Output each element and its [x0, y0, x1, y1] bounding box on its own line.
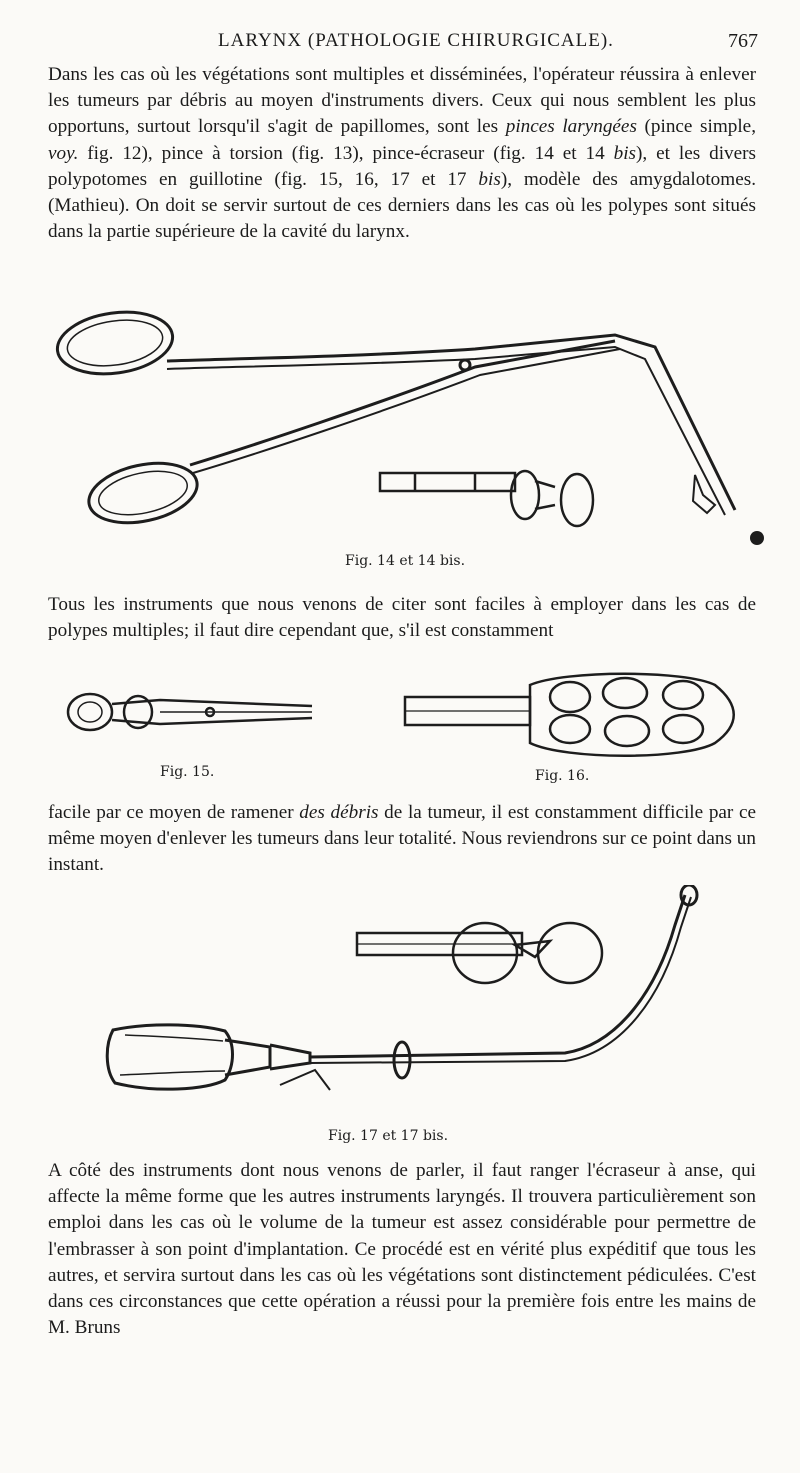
figure-17-bis-detail	[357, 923, 602, 983]
paragraph-1: Dans les cas où les végétations sont multiples et disséminées, l'opérateur réussira à enlever les tumeurs par débris au moyen d'instruments divers. Ceux qui nous semblent les plus opportuns, surtout lorsqu'il s'agit de papillomes, sont les pinces laryngées (pince simple, voy. fig. 12), pince à torsion (fig. 13), pince-écraseur (fig. 14 et 14 bis), et les divers polypotomes en guillotine (fig. 15, 16, 17 et 17 bis), modèle des amygdalotomes. (Mathieu). On doit se servir surtout de ces derniers dans les cas où les polypes sont situés dans la partie supérieure de la cavité du larynx.	[48, 64, 756, 243]
page-number: 767	[728, 30, 758, 52]
caption-fig16: Fig. 16.	[535, 768, 590, 784]
running-header	[48, 30, 760, 56]
caption-fig15: Fig. 15.	[160, 764, 215, 780]
figure-17-ecraseur-a-anse	[95, 885, 735, 1125]
figure-15-polypotome	[60, 678, 330, 748]
paragraph-2: Tous les instruments que nous venons de citer sont faciles à employer dans les cas de polypes multiples; il faut dire cependant que, s'il est constamment	[48, 594, 756, 642]
paragraph-3: facile par ce moyen de ramener des débris de la tumeur, il est constamment difficile par ce même moyen d'enlever les tumeurs dans leur totalité. Nous reviendrons sur ce point dans un instant.	[48, 802, 757, 876]
running-title: LARYNX (PATHOLOGIE CHIRURGICALE).	[218, 30, 614, 51]
figure-14-pince-ecraseur	[55, 295, 775, 555]
figure-14-bis-detail	[380, 471, 593, 526]
figure-16-guillotine	[395, 665, 740, 765]
caption-fig17: Fig. 17 et 17 bis.	[328, 1128, 449, 1144]
paragraph-4: A côté des instruments dont nous venons de parler, il faut ranger l'écraseur à anse, qui affecte la même forme que les autres instruments laryngés. Il trouvera particulièrement son emploi dans les cas où le volume de la tumeur est assez considérable pour permettre de l'embrasser à son point d'implantation. Ce procédé est en vérité plus expéditif que tous les autres, et servira surtout dans les cas où les végétations sont distinctement pédiculées. C'est dans ces circonstances que cette opération a réussi pour la première fois entre les mains de M. Bruns	[48, 1160, 756, 1339]
caption-fig14: Fig. 14 et 14 bis.	[345, 553, 466, 569]
